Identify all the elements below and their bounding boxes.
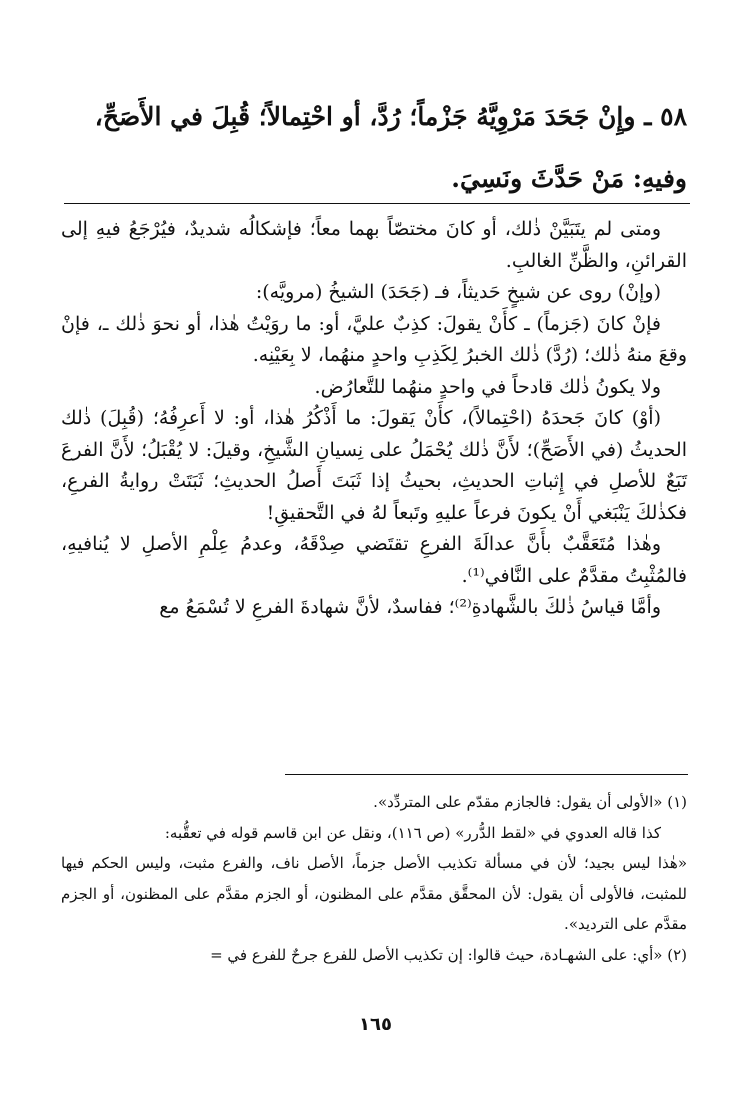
footnote: (١) «الأولى أن يقول: فالجازم مقدّم على المتردِّد».	[373, 793, 687, 811]
paragraph: وهٰذا مُتَعَقَّبٌ بأَنَّ عدالَةَ الفرعِ تقتَضي صِدْقَهُ، وعدمُ عِلْمِ الأصلِ لا يُنافيهِ، فالمُثْبِتُ مقدَّمٌ على النَّافي⁽¹⁾.	[61, 533, 687, 587]
footnote: كذا قاله العدوي في «لقط الدُّرر» (ص ١١٦)، ونقل عن ابن قاسم قوله في تعقُّبه:	[164, 823, 661, 842]
paragraph: ولا يكونُ ذٰلك قادحاً في واحدٍ منهُما للتَّعارُض.	[314, 375, 661, 398]
heading-line-2: وفيهِ: مَنْ حَدَّثَ ونَسِيَ.	[451, 164, 687, 193]
page-number: ١٦٥	[359, 1014, 392, 1035]
paragraph: (وإنْ) روى عن شيخٍ حَديثاً، فـ (جَحَدَ) الشيخُ (مرويَّه):	[255, 281, 661, 303]
paragraph: (أوْ) كانَ جَحدَهُ (احْتِمالاً)، كأَنْ يَقولَ: ما أَذْكُرُ هٰذا، أو: لا أَعرِفُهُ؛ (قُبِلَ) ذٰلك الحديثُ (في الأَصَحِّ)؛ لأَنَّ ذٰلك يُحْمَلُ على نِسيانِ الشَّيخِ، وقيلَ: لا يُقْبَلُ؛ لأَنَّ الفرعَ تَبَعٌ للأصلِ في إِثباتِ الحديثِ، بحيثُ إذا ثَبَتَ أَصلُ الحديثِ؛ ثَبَتَتْ روايةُ الفرعِ، فكذٰلكَ يَنْبَغي أَنْ يكونَ فرعاً عليهِ وتَبعاً لهُ في التَّحقيقِ!	[61, 407, 687, 524]
footnote-divider	[285, 774, 688, 775]
footnote: «هٰذا ليس بجيد؛ لأن في مسألة تكذيب الأصل جزماً، الأصل ناف، والفرع مثبت، وليس الحكم فيها للمثبت، فالأولى أن يقول: لأن المحقَّق مقدَّم على المظنون، أو الجزم مقدَّم على المظنون، أو الجزم مقدَّم على الترديد».	[61, 854, 687, 933]
heading-line-1: ٥٨ ـ وإِنْ جَحَدَ مَرْوِيَّهُ جَزْماً؛ رُدَّ، أو احْتِمالاً؛ قُبِلَ في الأَصَحِّ،	[94, 102, 687, 131]
issue-heading	[61, 86, 687, 210]
paragraph: فإنْ كانَ (جَزماً) ـ كأَنْ يقولَ: كذِبٌ عليَّ، أو: ما روَيْتُ هٰذا، أو نحوَ ذٰلك ـ، فإنْ وقعَ منهُ ذٰلك؛ (رُدَّ) ذٰلك الخبرُ لِكَذِبِ واحدٍ منهُما، لا بِعَيْنِه.	[61, 312, 687, 366]
footnotes	[61, 787, 687, 970]
paragraph: ومتى لم يتَبَيَّنْ ذٰلك، أو كانَ مختصّاً بهما معاً؛ فإشكالُه شديدٌ، فيُرْجَعُ فيهِ إلى القرائنِ، والظَّنِّ الغالبِ.	[61, 218, 687, 272]
commentary-text	[61, 214, 687, 624]
paragraph: وأمَّا قياسُ ذٰلكَ بالشَّهادةِ⁽²⁾؛ ففاسدٌ، لأنَّ شهادةَ الفرعِ لا تُسْمَعُ مع	[159, 596, 661, 618]
heading-divider	[64, 203, 690, 204]
footnote: (٢) «أي: على الشهـادة، حيث قالوا: إن تكذيب الأصل للفرع جرحٌ للفرع في =	[210, 945, 687, 964]
